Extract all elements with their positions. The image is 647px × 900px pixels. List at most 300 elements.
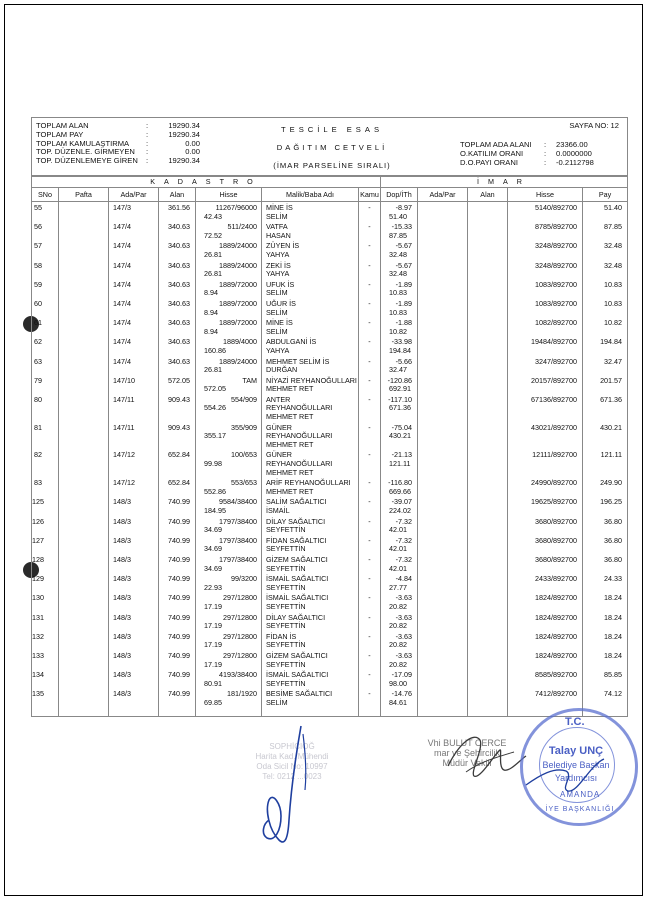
column-header: Malik/Baba Adı <box>262 188 359 202</box>
hisse-fraction: 511/2400 <box>227 222 257 232</box>
owner-name: ABDULGANİ İS <box>266 337 317 347</box>
cell-pay: 18.24 <box>583 592 628 611</box>
summary-label: TOP. DÜZENLE. GİRMEYEN <box>36 147 135 157</box>
father-name: SEYFETTİN <box>266 678 306 688</box>
cell-imar-ada-par <box>418 449 468 477</box>
father-name: SEYFETTİN <box>266 582 306 592</box>
cell-dop <box>381 631 418 650</box>
cell-alan: 340.63 <box>159 279 196 298</box>
father-name: MEHMET RET <box>266 467 314 477</box>
column-header: Pay <box>583 188 628 202</box>
cell-kamu: - <box>359 260 381 279</box>
dop-value: -14.76 <box>391 689 412 699</box>
table-row <box>32 422 628 450</box>
title-line-3: (İMAR PARSELİNE SIRALI) <box>273 160 391 170</box>
cell-hisse <box>196 535 262 554</box>
cell-ada-par: 147/10 <box>109 375 159 394</box>
signature-center <box>440 722 530 792</box>
cell-kamu: - <box>359 535 381 554</box>
cell-pay: 36.80 <box>583 516 628 535</box>
cell-imar-alan <box>468 317 508 336</box>
cell-pafta <box>59 260 109 279</box>
cell-imar-hisse: 1824/892700 <box>508 631 583 650</box>
cell-imar-hisse: 67136/892700 <box>508 394 583 422</box>
cell-pay: 32.47 <box>583 356 628 375</box>
cell-sno: 130 <box>32 592 59 611</box>
table-row <box>32 394 628 422</box>
dop-value: -1.89 <box>395 298 412 308</box>
cell-kamu: - <box>359 202 381 222</box>
hisse-area: 26.81 <box>204 269 222 279</box>
cell-imar-ada-par <box>418 375 468 394</box>
dop-total: 10.82 <box>389 326 407 336</box>
hisse-fraction: 297/12800 <box>223 612 257 622</box>
title-line-2: DAĞITIM CETVELİ <box>276 142 388 152</box>
column-header: Ada/Par <box>109 188 159 202</box>
cell-imar-hisse: 20157/892700 <box>508 375 583 394</box>
cell-pafta <box>59 240 109 259</box>
cell-imar-hisse: 3247/892700 <box>508 356 583 375</box>
cell-pafta <box>59 449 109 477</box>
cell-imar-ada-par <box>418 298 468 317</box>
cell-malik <box>262 336 359 355</box>
dop-value: -116.80 <box>388 478 412 488</box>
table-row <box>32 612 628 631</box>
cell-kamu: - <box>359 336 381 355</box>
ada-info-row <box>460 159 606 168</box>
cell-malik <box>262 279 359 298</box>
dop-value: -17.09 <box>391 670 412 680</box>
cell-malik <box>262 422 359 450</box>
dop-total: 98.00 <box>389 678 407 688</box>
dop-total: 32.47 <box>389 365 407 375</box>
hisse-area: 17.19 <box>204 640 222 650</box>
table-row <box>32 375 628 394</box>
hisse-fraction: 1889/24000 <box>219 356 257 366</box>
dop-value: -1.89 <box>395 279 412 289</box>
distribution-table <box>31 175 628 717</box>
cell-pafta <box>59 221 109 240</box>
cell-imar-hisse: 3248/892700 <box>508 240 583 259</box>
cell-pay: 18.24 <box>583 650 628 669</box>
table-row <box>32 317 628 336</box>
owner-name: FİDAN İS <box>266 631 297 641</box>
hisse-area: 34.69 <box>204 525 222 535</box>
cell-sno: 58 <box>32 260 59 279</box>
cell-hisse <box>196 317 262 336</box>
ada-info-colon: : <box>544 157 547 167</box>
cell-imar-alan <box>468 240 508 259</box>
cell-kamu: - <box>359 422 381 450</box>
owner-name: İSMAİL SAĞALTICI <box>266 593 329 603</box>
hisse-area: 8.94 <box>204 326 218 336</box>
cell-imar-alan <box>468 612 508 631</box>
cell-sno: 56 <box>32 221 59 240</box>
cell-hisse <box>196 631 262 650</box>
ada-info-colon: : <box>544 140 547 149</box>
cell-dop <box>381 496 418 515</box>
hisse-fraction: 100/653 <box>231 450 257 460</box>
hisse-fraction: 554/909 <box>231 394 257 404</box>
column-header: Ada/Par <box>418 188 468 202</box>
dop-value: -7.32 <box>395 554 412 564</box>
ada-info-label: TOPLAM ADA ALANI <box>460 140 532 149</box>
hisse-fraction: 297/12800 <box>223 650 257 660</box>
director-stamp-line1: Vhi BULUT CERCE <box>427 738 507 748</box>
hisse-area: 160.86 <box>204 345 226 355</box>
cell-dop <box>381 394 418 422</box>
cell-malik <box>262 535 359 554</box>
cell-imar-alan <box>468 449 508 477</box>
cell-dop <box>381 554 418 573</box>
cell-imar-ada-par <box>418 394 468 422</box>
cell-imar-ada-par <box>418 496 468 515</box>
table-row <box>32 477 628 496</box>
cell-pafta <box>59 592 109 611</box>
cell-ada-par: 148/3 <box>109 535 159 554</box>
dop-value: -120.86 <box>387 375 412 385</box>
dop-total: 42.01 <box>389 525 407 535</box>
cell-hisse <box>196 592 262 611</box>
hisse-area: 17.19 <box>204 621 222 631</box>
summary-value: 19290.34 <box>168 156 200 166</box>
cell-alan: 740.99 <box>159 535 196 554</box>
cell-imar-ada-par <box>418 356 468 375</box>
column-header: Alan <box>468 188 508 202</box>
hisse-fraction: 1889/72000 <box>219 298 257 308</box>
hisse-fraction: 553/653 <box>231 478 257 488</box>
cell-imar-alan <box>468 535 508 554</box>
summary-colon: : <box>146 138 149 148</box>
cell-malik <box>262 516 359 535</box>
dop-value: -3.63 <box>395 650 412 660</box>
cell-dop <box>381 573 418 592</box>
seal-role-2: Yardımcısı <box>554 773 598 783</box>
dop-total: 692.91 <box>389 384 411 394</box>
cell-dop <box>381 336 418 355</box>
cell-sno: 135 <box>32 688 59 717</box>
cell-sno: 134 <box>32 669 59 688</box>
column-header: Kamu <box>359 188 381 202</box>
cell-dop <box>381 375 418 394</box>
dop-value: -3.63 <box>395 631 412 641</box>
father-name: MEHMET RET <box>266 439 314 449</box>
hisse-fraction: 1889/24000 <box>219 241 257 251</box>
dop-total: 20.82 <box>389 640 407 650</box>
hisse-fraction: 297/12800 <box>223 593 257 603</box>
cell-ada-par: 147/4 <box>109 298 159 317</box>
cell-malik <box>262 375 359 394</box>
cell-malik <box>262 449 359 477</box>
column-header: Alan <box>159 188 196 202</box>
cell-alan: 740.99 <box>159 554 196 573</box>
cell-kamu: - <box>359 356 381 375</box>
father-name: YAHYA <box>266 249 290 259</box>
cell-kamu: - <box>359 221 381 240</box>
cell-ada-par: 147/12 <box>109 449 159 477</box>
cell-alan: 740.99 <box>159 573 196 592</box>
father-name: SEYFETTİN <box>266 563 306 573</box>
cell-alan: 740.99 <box>159 516 196 535</box>
cell-pay: 36.80 <box>583 535 628 554</box>
table-row <box>32 240 628 259</box>
cell-imar-ada-par <box>418 260 468 279</box>
dop-value: -21.13 <box>391 450 412 460</box>
summary-colon: : <box>146 147 149 157</box>
table-row <box>32 592 628 611</box>
cell-ada-par: 148/3 <box>109 516 159 535</box>
cell-sno: 61 <box>32 317 59 336</box>
cell-dop <box>381 592 418 611</box>
cell-hisse <box>196 516 262 535</box>
cell-sno: 60 <box>32 298 59 317</box>
hisse-fraction: 181/1920 <box>227 689 257 699</box>
summary-colon: : <box>146 129 149 139</box>
cell-imar-alan <box>468 336 508 355</box>
hisse-fraction: TAM <box>242 375 257 385</box>
cell-pafta <box>59 422 109 450</box>
cell-pafta <box>59 394 109 422</box>
cell-pay: 51.40 <box>583 202 628 222</box>
cell-kamu: - <box>359 496 381 515</box>
column-header: Dop/İTh <box>381 188 418 202</box>
owner-name: MİNE İS <box>266 203 293 212</box>
cell-dop <box>381 422 418 450</box>
cell-hisse <box>196 279 262 298</box>
hisse-area: 34.69 <box>204 544 222 554</box>
cell-kamu: - <box>359 650 381 669</box>
owner-name: GÜNER REYHANOĞULLARI <box>266 422 333 441</box>
cell-imar-hisse: 24990/892700 <box>508 477 583 496</box>
cell-pafta <box>59 612 109 631</box>
dop-total: 10.83 <box>389 307 407 317</box>
cell-imar-alan <box>468 516 508 535</box>
cell-ada-par: 147/4 <box>109 317 159 336</box>
summary-row <box>36 157 216 166</box>
cell-imar-ada-par <box>418 240 468 259</box>
cell-hisse <box>196 298 262 317</box>
cell-imar-hisse: 19625/892700 <box>508 496 583 515</box>
table-row <box>32 449 628 477</box>
cell-sno: 62 <box>32 336 59 355</box>
cell-imar-hisse: 1083/892700 <box>508 279 583 298</box>
column-header-row <box>32 188 628 202</box>
dop-value: -8.97 <box>395 203 412 212</box>
cell-pafta <box>59 202 109 222</box>
hisse-area: 572.05 <box>204 384 226 394</box>
cell-dop <box>381 650 418 669</box>
seal-signature <box>520 745 610 805</box>
cell-dop <box>381 449 418 477</box>
cell-kamu: - <box>359 449 381 477</box>
cell-pafta <box>59 573 109 592</box>
hisse-fraction: 1797/38400 <box>219 516 257 526</box>
dop-total: 20.82 <box>389 659 407 669</box>
cell-imar-alan <box>468 688 508 717</box>
cell-malik <box>262 298 359 317</box>
director-stamp-line3: Müdür Vekili <box>442 758 492 768</box>
cell-ada-par: 147/4 <box>109 240 159 259</box>
cell-ada-par: 147/11 <box>109 422 159 450</box>
cell-dop <box>381 612 418 631</box>
cell-pay: 196.25 <box>583 496 628 515</box>
cell-pafta <box>59 496 109 515</box>
cell-imar-alan <box>468 356 508 375</box>
cell-sno: 132 <box>32 631 59 650</box>
table-row <box>32 202 628 222</box>
cell-imar-hisse: 12111/892700 <box>508 449 583 477</box>
cell-hisse <box>196 221 262 240</box>
cell-kamu: - <box>359 317 381 336</box>
cell-ada-par: 148/3 <box>109 688 159 717</box>
summary-value: 19290.34 <box>168 129 200 139</box>
cell-pafta <box>59 336 109 355</box>
cell-pafta <box>59 669 109 688</box>
cell-malik <box>262 240 359 259</box>
cell-imar-ada-par <box>418 336 468 355</box>
hisse-fraction: 1889/4000 <box>223 337 257 347</box>
seal-tc: T.C. <box>565 716 585 728</box>
cell-pay: 10.83 <box>583 298 628 317</box>
cell-alan: 740.99 <box>159 688 196 717</box>
owner-name: FİDAN SAĞALTICI <box>266 535 327 545</box>
seal-ring-text-2: İYE BAŞKANLIĞI <box>545 806 615 813</box>
cell-kamu: - <box>359 375 381 394</box>
hisse-area: 80.91 <box>204 678 222 688</box>
cell-sno: 129 <box>32 573 59 592</box>
cell-pay: 10.83 <box>583 279 628 298</box>
seal-ring-text: AMANDA <box>560 790 601 799</box>
faded-stamp-line: Oda Sicil No: 10997 <box>256 762 328 771</box>
summary-value: 19290.34 <box>168 121 200 130</box>
cell-malik <box>262 202 359 222</box>
father-name: SELİM <box>266 211 288 221</box>
cell-kamu: - <box>359 477 381 496</box>
cell-ada-par: 147/4 <box>109 356 159 375</box>
cell-ada-par: 148/3 <box>109 612 159 631</box>
cell-pafta <box>59 375 109 394</box>
father-name: MEHMET RET <box>266 384 314 394</box>
cell-alan: 740.99 <box>159 612 196 631</box>
cell-malik <box>262 317 359 336</box>
table-row <box>32 573 628 592</box>
cell-pay: 36.80 <box>583 554 628 573</box>
cell-imar-ada-par <box>418 422 468 450</box>
cell-hisse <box>196 336 262 355</box>
cell-pay: 18.24 <box>583 612 628 631</box>
cell-sno: 83 <box>32 477 59 496</box>
cell-imar-hisse: 3680/892700 <box>508 554 583 573</box>
cell-alan: 740.99 <box>159 669 196 688</box>
dop-value: -4.84 <box>395 574 412 584</box>
column-header: Hisse <box>196 188 262 202</box>
cell-ada-par: 147/11 <box>109 394 159 422</box>
cell-sno: 125 <box>32 496 59 515</box>
cell-pay: 249.90 <box>583 477 628 496</box>
cell-sno: 80 <box>32 394 59 422</box>
cell-sno: 79 <box>32 375 59 394</box>
hisse-fraction: 9584/38400 <box>219 497 257 507</box>
cell-pafta <box>59 631 109 650</box>
cell-hisse <box>196 240 262 259</box>
column-header: SNo <box>32 188 59 202</box>
hisse-area: 99.98 <box>204 459 222 469</box>
summary-label: TOPLAM PAY <box>36 129 84 139</box>
owner-name: MİNE İS <box>266 318 293 328</box>
cell-imar-alan <box>468 573 508 592</box>
hisse-area: 34.69 <box>204 563 222 573</box>
cell-imar-alan <box>468 221 508 240</box>
dop-value: -33.98 <box>391 337 412 347</box>
cell-pay: 24.33 <box>583 573 628 592</box>
dop-total: 20.82 <box>389 601 407 611</box>
cell-alan: 340.63 <box>159 260 196 279</box>
cell-imar-ada-par <box>418 535 468 554</box>
cell-dop <box>381 221 418 240</box>
dop-value: -7.32 <box>395 516 412 526</box>
dop-total: 42.01 <box>389 544 407 554</box>
cell-imar-hisse: 7412/892700 <box>508 688 583 717</box>
cell-imar-alan <box>468 631 508 650</box>
dop-total: 194.84 <box>389 345 411 355</box>
cell-ada-par: 148/3 <box>109 554 159 573</box>
summary-colon: : <box>146 121 149 130</box>
dop-value: -3.63 <box>395 593 412 603</box>
dop-total: 42.01 <box>389 563 407 573</box>
father-name: SEYFETTİN <box>266 601 306 611</box>
owner-name: UĞUR İS <box>266 298 296 308</box>
owner-name: NİYAZİ REYHANOĞULLARI <box>266 375 357 385</box>
cell-sno: 128 <box>32 554 59 573</box>
father-name: İSMAİL <box>266 506 290 515</box>
owner-name: DİLAY SAĞALTICI <box>266 612 326 622</box>
cell-dop <box>381 298 418 317</box>
summary-value: 0.00 <box>185 138 200 148</box>
dop-total: 10.83 <box>389 288 407 298</box>
cell-imar-ada-par <box>418 612 468 631</box>
cell-imar-alan <box>468 496 508 515</box>
cell-pafta <box>59 535 109 554</box>
cell-kamu: - <box>359 688 381 717</box>
cell-malik <box>262 221 359 240</box>
cell-hisse <box>196 449 262 477</box>
cell-alan: 340.63 <box>159 356 196 375</box>
cell-sno: 82 <box>32 449 59 477</box>
cell-sno: 127 <box>32 535 59 554</box>
cell-dop <box>381 477 418 496</box>
cell-malik <box>262 496 359 515</box>
dop-value: -5.67 <box>395 260 412 270</box>
father-name: SEYFETTİN <box>266 621 306 631</box>
cell-pay: 74.12 <box>583 688 628 717</box>
cell-sno: 55 <box>32 202 59 222</box>
hisse-area: 17.19 <box>204 659 222 669</box>
hisse-fraction: 297/12800 <box>223 631 257 641</box>
father-name: DURĞAN <box>266 365 298 375</box>
cell-hisse <box>196 612 262 631</box>
cell-ada-par: 148/3 <box>109 496 159 515</box>
cell-kamu: - <box>359 631 381 650</box>
hisse-fraction: 1797/38400 <box>219 535 257 545</box>
hisse-area: 69.85 <box>204 697 222 707</box>
cell-imar-hisse: 1082/892700 <box>508 317 583 336</box>
cell-kamu: - <box>359 554 381 573</box>
table-row <box>32 496 628 515</box>
cell-sno: 57 <box>32 240 59 259</box>
owner-name: ANTER REYHANOĞULLARI <box>266 394 333 413</box>
signature-left <box>255 720 325 850</box>
cell-malik <box>262 356 359 375</box>
